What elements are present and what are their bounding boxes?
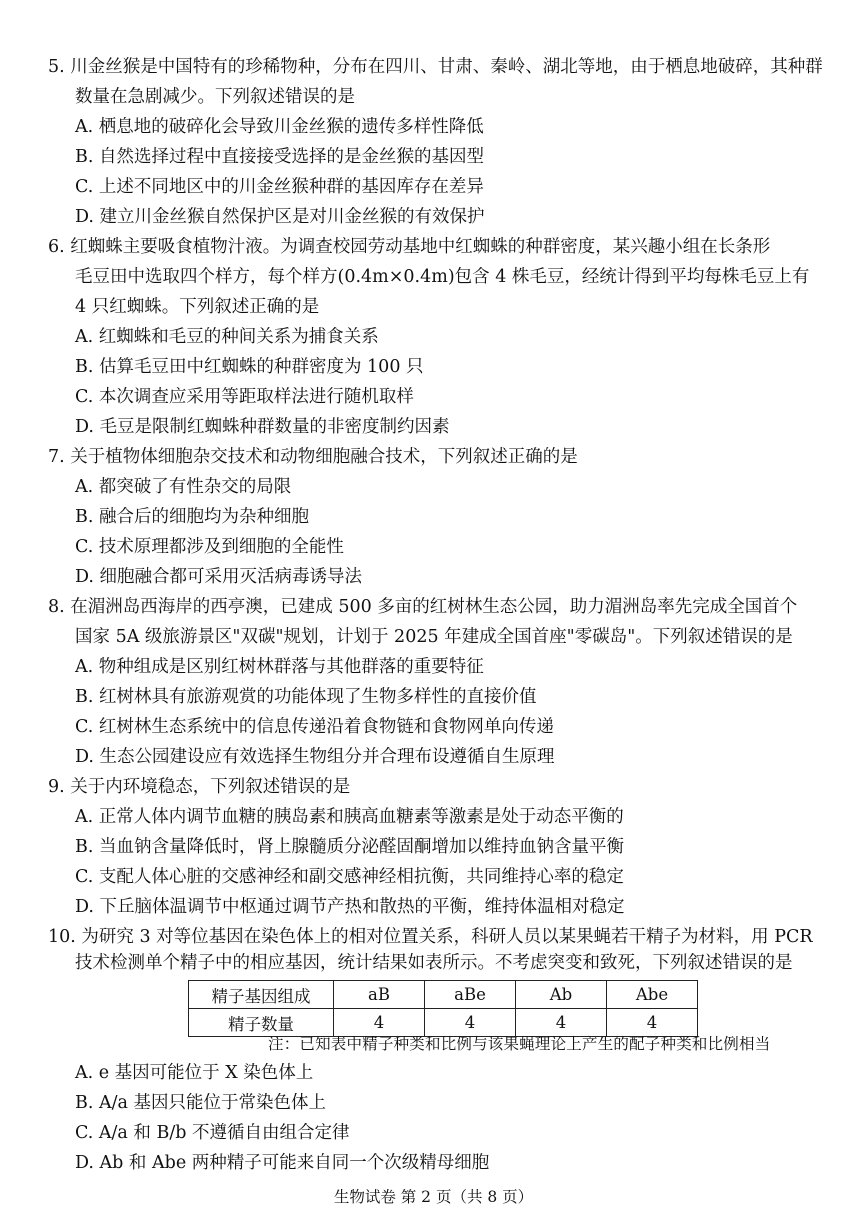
question-number: 9.: [48, 777, 65, 797]
option-c: C. 红树林生态系统中的信息传递沿着食物链和食物网单向传递: [75, 717, 554, 737]
option-c: C. 支配人体心脏的交感神经和副交感神经相抗衡，共同维持心率的稳定: [75, 867, 624, 887]
table-note: 注：已知表中精子种类和比例与该果蝇理论上产生的配子种类和比例相当: [268, 1035, 771, 1053]
table-cell: Abe: [607, 981, 698, 1009]
question-stem-line: 国家 5A 级旅游景区"双碳"规划，计划于 2025 年建成全国首座"零碳岛"。下列叙述错误的是: [75, 627, 793, 647]
table-cell: aB: [334, 981, 425, 1009]
option-b: B. 当血钠含量降低时，肾上腺髓质分泌醛固酮增加以维持血钠含量平衡: [75, 837, 624, 857]
table-row-header: 精子基因组成: [189, 981, 334, 1009]
question-stem-line: 9. 关于内环境稳态，下列叙述错误的是: [48, 777, 351, 797]
table-cell: 4: [607, 1009, 698, 1037]
question-stem-line: 技术检测单个精子中的相应基因，统计结果如表所示。不考虑突变和致死，下列叙述错误的是: [75, 953, 793, 973]
option-c: C. 本次调查应采用等距取样法进行随机取样: [75, 387, 414, 407]
sperm-genotype-table: [188, 980, 698, 1037]
option-b: B. A/a 基因只能位于常染色体上: [75, 1093, 327, 1113]
question-stem-line: 7. 关于植物体细胞杂交技术和动物细胞融合技术，下列叙述正确的是: [48, 447, 578, 467]
table-cell: aBe: [425, 981, 516, 1009]
option-d: D. 生态公园建设应有效选择生物组分并合理布设遵循自生原理: [75, 747, 555, 767]
table-cell: Ab: [516, 981, 607, 1009]
question-number: 7.: [48, 447, 65, 467]
table-cell: 4: [334, 1009, 425, 1037]
option-b: B. 红树林具有旅游观赏的功能体现了生物多样性的直接价值: [75, 687, 537, 707]
option-c: C. 技术原理都涉及到细胞的全能性: [75, 537, 344, 557]
option-d: D. Ab 和 Abe 两种精子可能来自同一个次级精母细胞: [75, 1153, 490, 1173]
table-row: [189, 981, 698, 1009]
question-stem-line: 5. 川金丝猴是中国特有的珍稀物种，分布在四川、甘肃、秦岭、湖北等地，由于栖息地破碎，其种群: [48, 57, 823, 77]
option-b: B. 自然选择过程中直接接受选择的是金丝猴的基因型: [75, 147, 484, 167]
option-a: A. e 基因可能位于 X 染色体上: [75, 1063, 314, 1083]
question-stem-line: 6. 红蜘蛛主要吸食植物汁液。为调查校园劳动基地中红蜘蛛的种群密度，某兴趣小组在长条形: [48, 237, 771, 257]
question-stem-line: 数量在急剧减少。下列叙述错误的是: [75, 87, 355, 107]
option-a: A. 红蜘蛛和毛豆的种间关系为捕食关系: [75, 327, 379, 347]
option-d: D. 毛豆是限制红蜘蛛种群数量的非密度制约因素: [75, 417, 450, 437]
option-d: D. 细胞融合都可采用灭活病毒诱导法: [75, 567, 363, 587]
question-number: 8.: [48, 597, 65, 617]
question-number: 5.: [48, 57, 65, 77]
table-row-header: 精子数量: [189, 1009, 334, 1037]
option-b: B. 估算毛豆田中红蜘蛛的种群密度为 100 只: [75, 357, 424, 377]
option-a: A. 都突破了有性杂交的局限: [75, 477, 292, 497]
question-stem-line: 8. 在湄洲岛西海岸的西亭澳，已建成 500 多亩的红树林生态公园，助力湄洲岛率先完成全国首个: [48, 597, 798, 617]
option-b: B. 融合后的细胞均为杂种细胞: [75, 507, 309, 527]
table-cell: 4: [516, 1009, 607, 1037]
question-stem-line: 毛豆田中选取四个样方，每个样方(0.4m×0.4m)包含 4 株毛豆，经统计得到平均每株毛豆上有: [75, 267, 810, 287]
option-a: A. 物种组成是区别红树林群落与其他群落的重要特征: [75, 657, 484, 677]
question-stem-line: 4 只红蜘蛛。下列叙述正确的是: [75, 297, 320, 317]
option-c: C. 上述不同地区中的川金丝猴种群的基因库存在差异: [75, 177, 484, 197]
table-cell: 4: [425, 1009, 516, 1037]
page-footer: 生物试卷 第 2 页（共 8 页）: [333, 1188, 534, 1206]
question-stem-line: 10. 为研究 3 对等位基因在染色体上的相对位置关系，科研人员以某果蝇若干精子为材料，用 PCR: [48, 927, 813, 947]
question-number: 10.: [48, 927, 76, 947]
option-c: C. A/a 和 B/b 不遵循自由组合定律: [75, 1123, 350, 1143]
option-a: A. 正常人体内调节血糖的胰岛素和胰高血糖素等激素是处于动态平衡的: [75, 807, 624, 827]
option-a: A. 栖息地的破碎化会导致川金丝猴的遗传多样性降低: [75, 117, 484, 137]
option-d: D. 下丘脑体温调节中枢通过调节产热和散热的平衡，维持体温相对稳定: [75, 897, 625, 917]
question-number: 6.: [48, 237, 65, 257]
option-d: D. 建立川金丝猴自然保护区是对川金丝猴的有效保护: [75, 207, 485, 227]
